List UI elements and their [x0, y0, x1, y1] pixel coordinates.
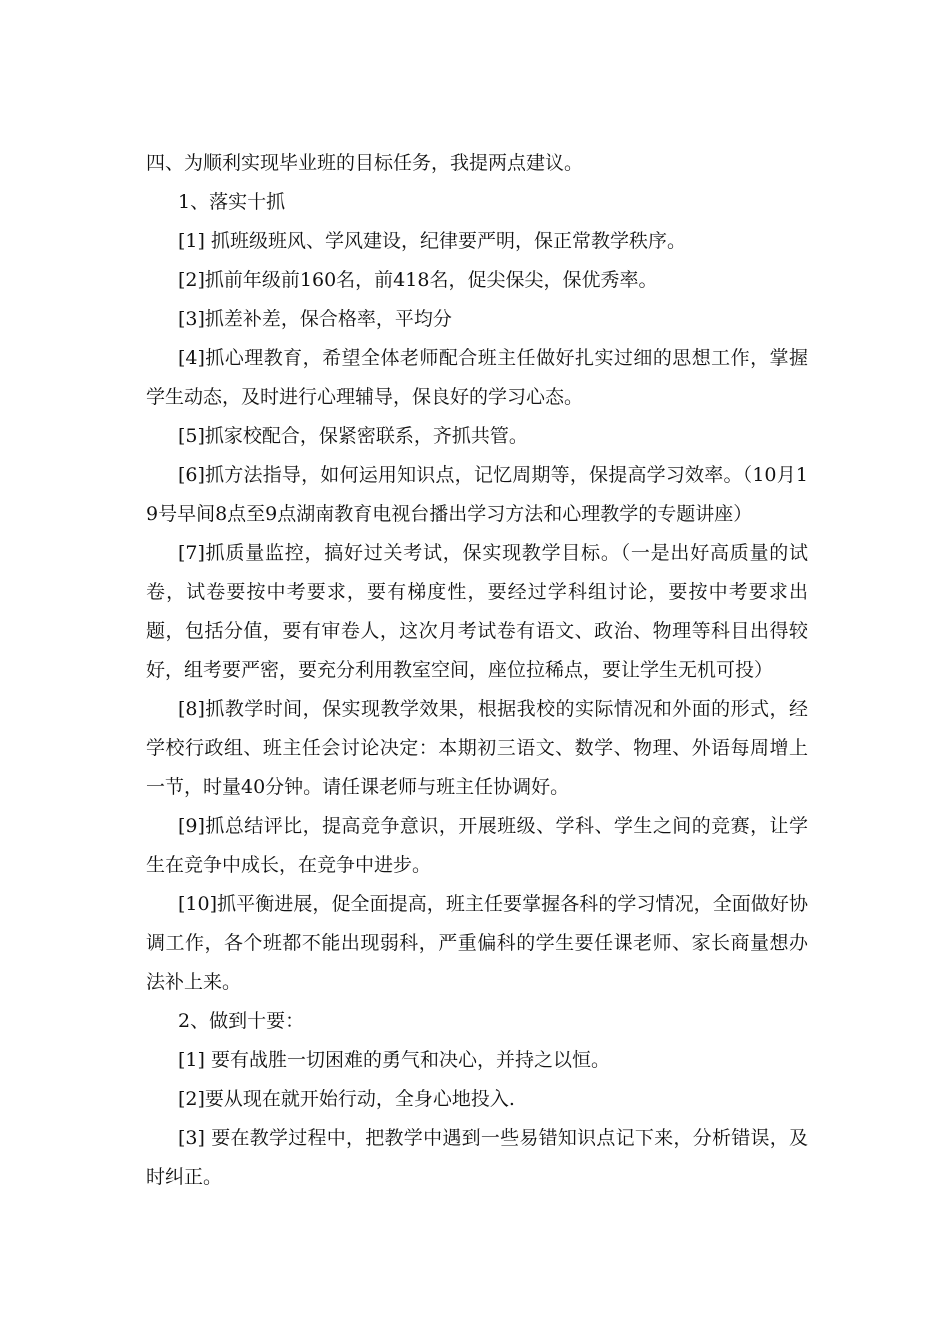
section-heading: 四、为顺利实现毕业班的目标任务，我提两点建议。	[146, 152, 584, 174]
section1-item-3: [3]抓差补差，保合格率，平均分	[178, 308, 452, 330]
section2-item-2: [2]要从现在就开始行动，全身心地投入.	[178, 1088, 515, 1110]
section1-title: 1、落实十抓	[178, 191, 286, 213]
section1-item-9: [9]抓总结评比，提高竞争意识，开展班级、学科、学生之间的竞赛，让学生在竞争中成长，在竞争中进步。	[146, 815, 808, 876]
section1-item-1: [1] 抓班级班风、学风建设，纪律要严明，保正常教学秩序。	[178, 230, 686, 252]
section2-title: 2、做到十要：	[178, 1010, 305, 1032]
section1-item-2: [2]抓前年级前160名，前418名，促尖保尖，保优秀率。	[178, 269, 658, 291]
section2-item-3: [3] 要在教学过程中，把教学中遇到一些易错知识点记下来，分析错误，及时纠正。	[146, 1127, 808, 1188]
document-body	[146, 144, 808, 1197]
section1-item-8: [8]抓教学时间，保实现教学效果，根据我校的实际情况和外面的形式，经学校行政组、班主任会讨论决定：本期初三语文、数学、物理、外语每周增上一节，时量40分钟。请任课老师与班主任协调好。	[146, 698, 808, 798]
section2-item-1: [1] 要有战胜一切困难的勇气和决心，并持之以恒。	[178, 1049, 610, 1071]
section1-item-4: [4]抓心理教育，希望全体老师配合班主任做好扎实过细的思想工作，掌握学生动态，及时进行心理辅导，保良好的学习心态。	[146, 347, 808, 408]
section1-item-6: [6]抓方法指导，如何运用知识点，记忆周期等，保提高学习效率。（10月19号早间8点至9点湖南教育电视台播出学习方法和心理教学的专题讲座）	[146, 464, 808, 525]
section1-item-10: [10]抓平衡进展，促全面提高，班主任要掌握各科的学习情况，全面做好协调工作，各个班都不能出现弱科，严重偏科的学生要任课老师、家长商量想办法补上来。	[146, 893, 808, 993]
section1-item-7: [7]抓质量监控，搞好过关考试，保实现教学目标。（一是出好高质量的试卷，试卷要按中考要求，要有梯度性，要经过学科组讨论，要按中考要求出题，包括分值，要有审卷人，这次月考试卷有语文、政治、物理等科目出得较好，组考要严密，要充分利用教室空间，座位拉稀点，要让学生无机可投）	[146, 542, 808, 681]
section1-item-5: [5]抓家校配合，保紧密联系，齐抓共管。	[178, 425, 528, 447]
